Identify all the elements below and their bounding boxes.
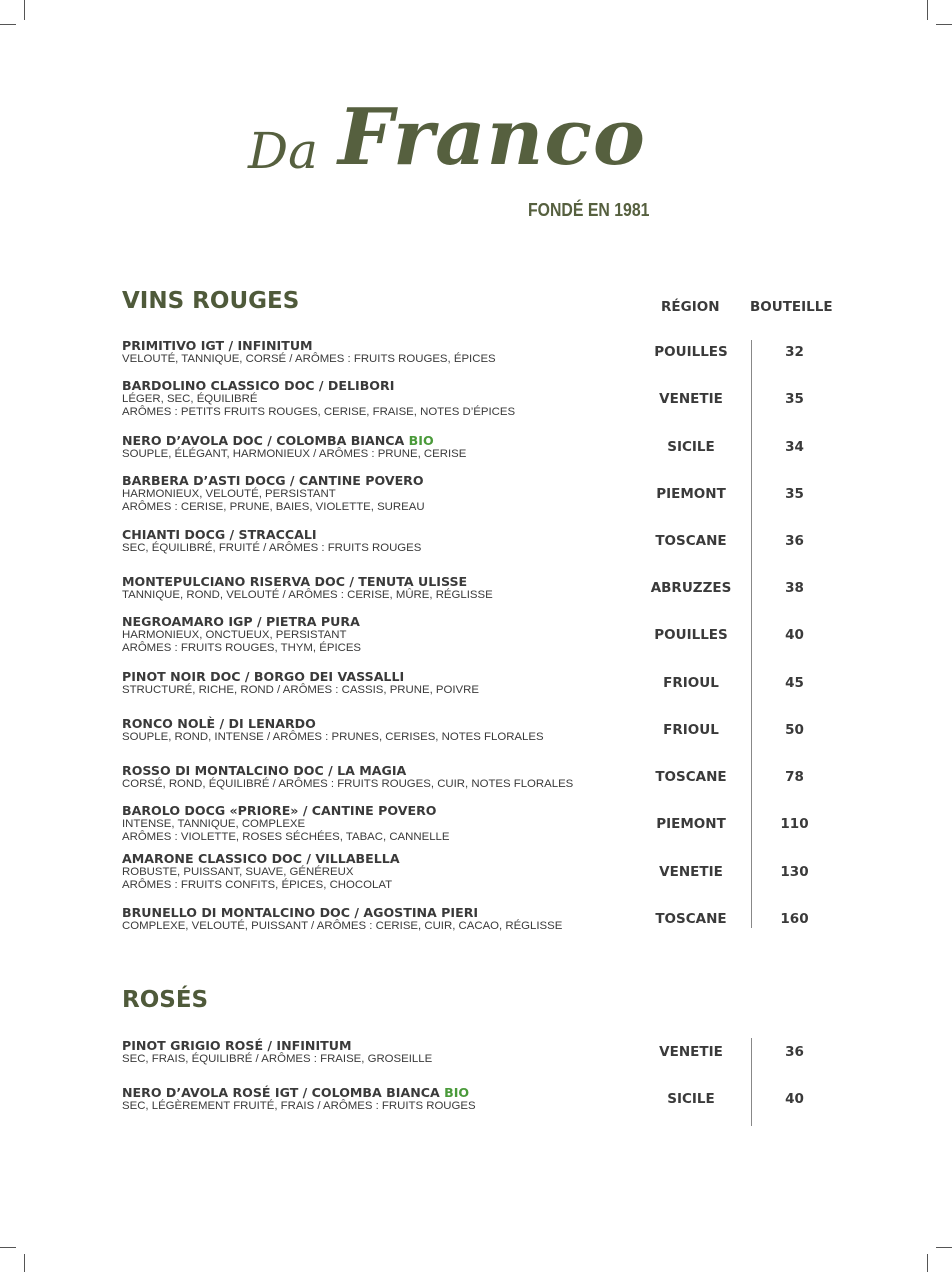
wine-row — [122, 376, 842, 423]
wine-info — [122, 764, 642, 791]
wine-name-text: BAROLO DOCG «PRIORE» / CANTINE POVERO — [122, 803, 437, 818]
wine-name — [122, 852, 642, 866]
wine-price: 40 — [785, 627, 804, 643]
wine-region: VENETIE — [659, 391, 723, 407]
wine-row — [122, 471, 842, 518]
wine-name — [122, 804, 642, 818]
wine-region: POUILLES — [654, 344, 728, 360]
wine-description: SEC, LÉGÈREMENT FRUITÉ, FRAIS / ARÔMES : FRUITS ROUGES — [122, 1099, 476, 1112]
wine-name-text: AMARONE CLASSICO DOC / VILLABELLA — [122, 851, 400, 866]
wine-description: SOUPLE, ÉLÉGANT, HARMONIEUX / ARÔMES : PRUNE, CERISE — [122, 447, 467, 460]
wine-row — [122, 565, 842, 612]
wine-row — [122, 329, 842, 376]
wine-name — [122, 764, 642, 778]
wine-name-text: PINOT GRIGIO ROSÉ / INFINITUM — [122, 1037, 352, 1053]
wine-description: COMPLEXE, VELOUTÉ, PUISSANT / ARÔMES : CERISE, CUIR, CACAO, RÉGLISSE — [122, 919, 563, 932]
wine-region: VENETIE — [659, 864, 723, 880]
wine-name — [122, 339, 642, 353]
price-header: BOUTEILLE — [750, 299, 833, 315]
logo-franco: Franco — [338, 92, 646, 183]
wine-row — [122, 518, 842, 565]
wine-price: 34 — [785, 439, 804, 455]
wine-price: 35 — [785, 486, 804, 502]
founded-tagline: FONDÉ EN 1981 — [528, 200, 650, 220]
wine-name-text: BRUNELLO DI MONTALCINO DOC / AGOSTINA PIERI — [122, 904, 479, 920]
wine-price: 38 — [785, 580, 804, 596]
wine-name-text: MONTEPULCIANO RISERVA DOC / TENUTA ULISSE — [122, 573, 468, 589]
wine-name-text: PINOT NOIR DOC / BORGO DEI VASSALLI — [122, 668, 405, 684]
wine-name — [122, 615, 642, 629]
wine-region: PIEMONT — [656, 816, 726, 832]
wine-region: ABRUZZES — [650, 580, 732, 596]
wine-region: VENETIE — [659, 1044, 723, 1060]
wine-region: SICILE — [667, 1091, 715, 1107]
wine-name-text: RONCO NOLÈ / DI LENARDO — [122, 715, 316, 731]
wine-row — [122, 612, 842, 659]
wine-price: 45 — [785, 675, 804, 691]
wine-row — [122, 1029, 842, 1076]
wine-name-text: NERO D’AVOLA DOC / COLOMBA BIANCA — [122, 432, 405, 448]
wine-description: SOUPLE, ROND, INTENSE / ARÔMES : PRUNES, CERISES, NOTES FLORALES — [122, 730, 544, 743]
wine-description: VELOUTÉ, TANNIQUE, CORSÉ / ARÔMES : FRUITS ROUGES, ÉPICES — [122, 352, 496, 365]
wine-region: PIEMONT — [656, 486, 726, 502]
wine-price: 50 — [785, 722, 804, 738]
wine-row — [122, 1076, 842, 1123]
region-header: RÉGION — [661, 299, 720, 315]
logo-da: Da — [248, 122, 318, 180]
wine-info — [122, 804, 642, 844]
bio-badge: BIO — [444, 1084, 470, 1100]
wine-description: SEC, FRAIS, ÉQUILIBRÉ / ARÔMES : FRAISE, GROSEILLE — [122, 1052, 433, 1065]
wine-info — [122, 906, 642, 933]
wine-name — [122, 670, 642, 684]
wine-region: FRIOUL — [663, 675, 719, 691]
wine-name-text: PRIMITIVO IGT / INFINITUM — [122, 337, 313, 353]
wine-info — [122, 528, 642, 555]
bio-badge: BIO — [408, 432, 434, 448]
wine-name-text: CHIANTI DOCG / STRACCALI — [122, 526, 317, 542]
wine-price: 78 — [785, 769, 804, 785]
wine-name-text: NERO D’AVOLA ROSÉ IGT / COLOMBA BIANCA — [122, 1084, 440, 1100]
wine-name-text: NEGROAMARO IGP / PIETRA PURA — [122, 614, 360, 629]
wine-name — [122, 906, 642, 920]
wine-info — [122, 852, 642, 892]
wine-info — [122, 1086, 642, 1113]
wine-info — [122, 474, 642, 514]
wine-name — [122, 717, 642, 731]
wine-info — [122, 670, 642, 697]
wine-info — [122, 434, 642, 461]
wine-price: 160 — [780, 911, 809, 927]
wine-region: TOSCANE — [655, 769, 727, 785]
wine-name-text: BARDOLINO CLASSICO DOC / DELIBORI — [122, 378, 395, 393]
wine-row — [122, 801, 842, 848]
wine-region: TOSCANE — [655, 533, 727, 549]
wine-price: 130 — [780, 864, 809, 880]
wine-info — [122, 615, 642, 655]
wine-description: ARÔMES : VIOLETTE, ROSES SÉCHÉES, TABAC, CANNELLE — [122, 831, 450, 843]
wine-name — [122, 474, 642, 488]
crop-mark — [936, 24, 952, 25]
wine-info — [122, 717, 642, 744]
section-title-rouges: VINS ROUGES — [122, 288, 300, 314]
crop-mark — [24, 1254, 25, 1272]
wine-description: LÉGER, SEC, ÉQUILIBRÉ — [122, 393, 258, 405]
wine-name — [122, 528, 642, 542]
wine-row — [122, 707, 842, 754]
wine-region: FRIOUL — [663, 722, 719, 738]
wine-price: 40 — [785, 1091, 804, 1107]
wine-description: ARÔMES : FRUITS ROUGES, THYM, ÉPICES — [122, 642, 362, 654]
wine-description: ARÔMES : PETITS FRUITS ROUGES, CERISE, FRAISE, NOTES D’ÉPICES — [122, 406, 516, 418]
wine-name — [122, 434, 642, 448]
wine-row — [122, 754, 842, 801]
wine-description: CORSÉ, ROND, ÉQUILIBRÉ / ARÔMES : FRUITS ROUGES, CUIR, NOTES FLORALES — [122, 777, 574, 790]
wine-name-text: ROSSO DI MONTALCINO DOC / LA MAGIA — [122, 762, 407, 778]
wine-name — [122, 379, 642, 393]
crop-mark — [0, 1247, 16, 1248]
wine-region: SICILE — [667, 439, 715, 455]
wine-region: TOSCANE — [655, 911, 727, 927]
crop-mark — [0, 24, 16, 25]
wine-region: POUILLES — [654, 627, 728, 643]
logo — [248, 92, 698, 192]
wine-row — [122, 849, 842, 896]
crop-mark — [936, 1247, 952, 1248]
section-title-roses: ROSÉS — [122, 987, 209, 1013]
crop-mark — [927, 0, 928, 20]
wine-price: 36 — [785, 533, 804, 549]
wine-price: 32 — [785, 344, 804, 360]
wine-name — [122, 575, 642, 589]
wine-row — [122, 424, 842, 471]
wine-description: HARMONIEUX, ONCTUEUX, PERSISTANT — [122, 629, 347, 641]
wine-description: TANNIQUE, ROND, VELOUTÉ / ARÔMES : CERISE, MÛRE, RÉGLISSE — [122, 588, 493, 601]
wine-description: HARMONIEUX, VELOUTÉ, PERSISTANT — [122, 488, 336, 500]
wine-description: ROBUSTE, PUISSANT, SUAVE, GÉNÉREUX — [122, 866, 354, 878]
wine-info — [122, 339, 642, 366]
wine-price: 35 — [785, 391, 804, 407]
wine-info — [122, 1039, 642, 1066]
wine-description: ARÔMES : CERISE, PRUNE, BAIES, VIOLETTE, SUREAU — [122, 501, 425, 513]
wine-row — [122, 660, 842, 707]
crop-mark — [927, 1254, 928, 1272]
wine-description: SEC, ÉQUILIBRÉ, FRUITÉ / ARÔMES : FRUITS ROUGES — [122, 541, 422, 554]
wine-name — [122, 1086, 642, 1100]
wine-price: 36 — [785, 1044, 804, 1060]
wine-description: INTENSE, TANNIQUE, COMPLEXE — [122, 818, 306, 830]
wine-info — [122, 575, 642, 602]
wine-description: ARÔMES : FRUITS CONFITS, ÉPICES, CHOCOLAT — [122, 879, 393, 891]
wine-name-text: BARBERA D’ASTI DOCG / CANTINE POVERO — [122, 473, 424, 488]
wine-row — [122, 896, 842, 943]
wine-price: 110 — [780, 816, 809, 832]
wine-description: STRUCTURÉ, RICHE, ROND / ARÔMES : CASSIS, PRUNE, POIVRE — [122, 683, 479, 696]
wine-info — [122, 379, 642, 419]
wine-name — [122, 1039, 642, 1053]
crop-mark — [24, 0, 25, 20]
